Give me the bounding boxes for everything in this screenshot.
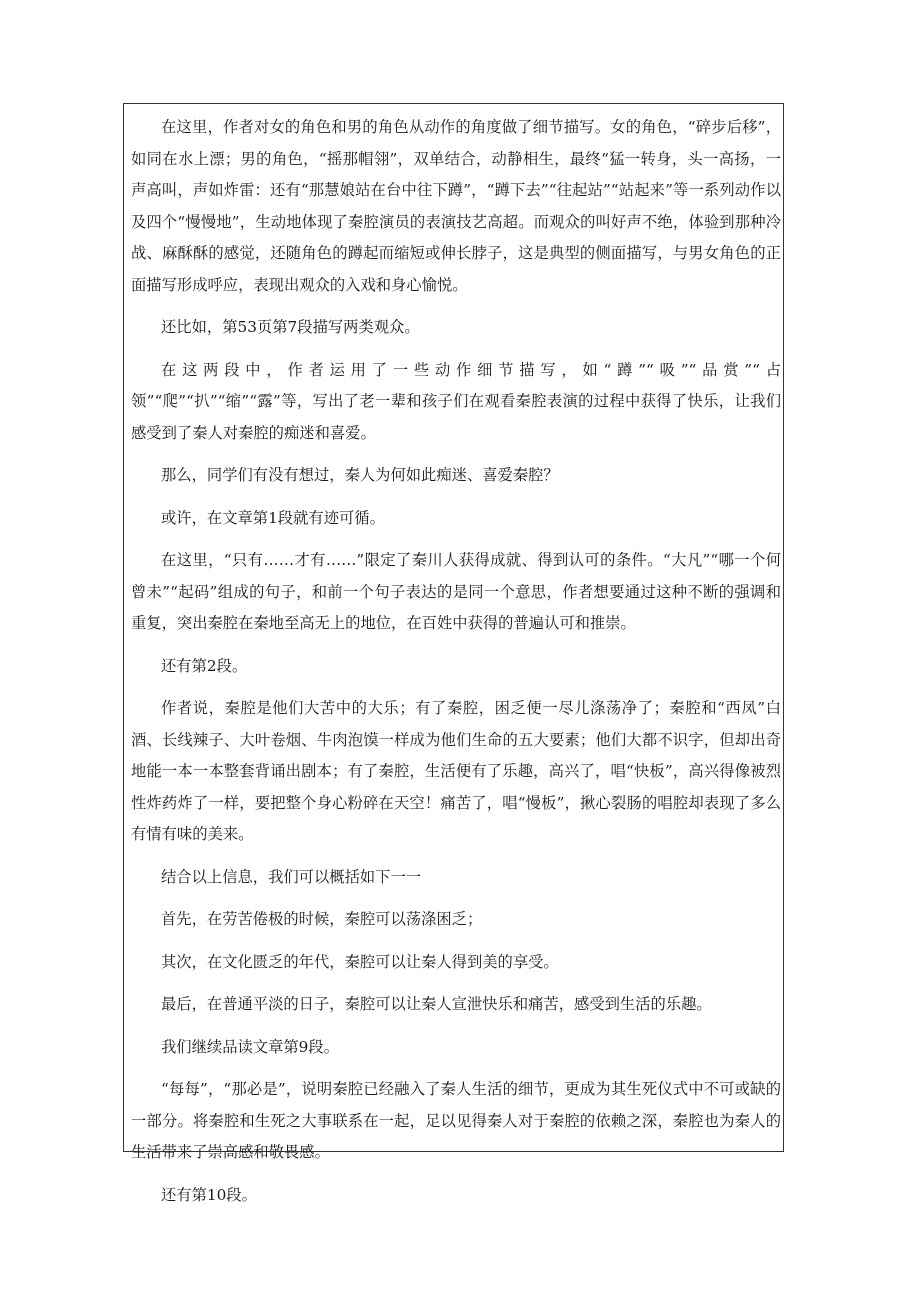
paragraph: 我们继续品读文章第9段。 <box>161 1037 339 1056</box>
paragraph: “每每”，“那必是”，说明秦腔已经融入了秦人生活的细节，更成为其生死仪式中不可或缺的一部分。将秦腔和生死之大事联系在一起，足以见得秦人对于秦腔的依赖之深，秦腔也为秦人的生活带来了崇高感和敬畏感。 <box>131 1080 781 1161</box>
paragraph: 在这里，作者对女的角色和男的角色从动作的角度做了细节描写。女的角色，“碎步后移”，如同在水上漂；男的角色，“摇那帽翎”，双单结合，动静相生，最终“猛一转身，头一高扬，一声高叫，声如炸雷：还有“那慧娘站在台中往下蹲”，“蹲下去”“往起站”“站起来”等一系列动作以及四个“慢慢地”，生动地体现了秦腔演员的表演技艺高超。而观众的叫好声不绝，体验到那种冷战、麻酥酥的感觉，还随角色的蹲起而缩短或伸长脖子，这是典型的侧面描写，与男女角色的正面描写形成呼应，表现出观众的入戏和身心愉悦。 <box>131 118 781 294</box>
document-body <box>131 112 781 1222</box>
paragraph: 其次，在文化匮乏的年代，秦腔可以让秦人得到美的享受。 <box>161 952 559 971</box>
paragraph: 还有第10段。 <box>161 1185 257 1204</box>
paragraph: 首先，在劳苦倦极的时候，秦腔可以荡涤困乏； <box>161 910 483 928</box>
paragraph: 还比如，第53页第7段描写两类观众。 <box>161 318 420 336</box>
paragraph: 作者说，秦腔是他们大苦中的大乐；有了秦腔，困乏便一尽儿涤荡净了；秦腔和“西凤”白酒、长线辣子、大叶卷烟、牛肉泡馍一样成为他们生命的五大要素；他们大都不识字，但却出奇地能一本一本整套背诵出剧本；有了秦腔，生活便有了乐趣，高兴了，唱“快板”，高兴得像被烈性炸药炸了一样，要把整个身心粉碎在天空！痛苦了，唱“慢板”，揪心裂肠的唱腔却表现了多么有情有味的美来。 <box>131 699 781 843</box>
paragraph: 还有第2段。 <box>161 656 248 675</box>
paragraph: 在这里，“只有……才有……”限定了秦川人获得成就、得到认可的条件。“大凡”“哪一个何曾未”“起码”组成的句子，和前一个句子表达的是同一个意思，作者想要通过这种不断的强调和重复，突出秦腔在秦地至高无上的地位，在百姓中获得的普遍认可和推崇。 <box>131 551 781 632</box>
paragraph: 最后，在普通平淡的日子，秦腔可以让秦人宣泄快乐和痛苦，感受到生活的乐趣。 <box>161 995 712 1013</box>
paragraph: 那么，同学们有没有想过，秦人为何如此痴迷、喜爱秦腔？ <box>161 466 559 484</box>
paragraph: 或许，在文章第1段就有迹可循。 <box>161 508 385 527</box>
paragraph: 在这两段中，作者运用了一些动作细节描写，如“蹲”“吸”“品赏”“占领”“爬”“扒”“缩”“露”等，写出了老一辈和孩子们在观看秦腔表演的过程中获得了快乐，让我们感受到了秦人对秦腔的痴迷和喜爱。 <box>131 360 781 442</box>
paragraph: 结合以上信息，我们可以概括如下一一 <box>161 867 422 886</box>
